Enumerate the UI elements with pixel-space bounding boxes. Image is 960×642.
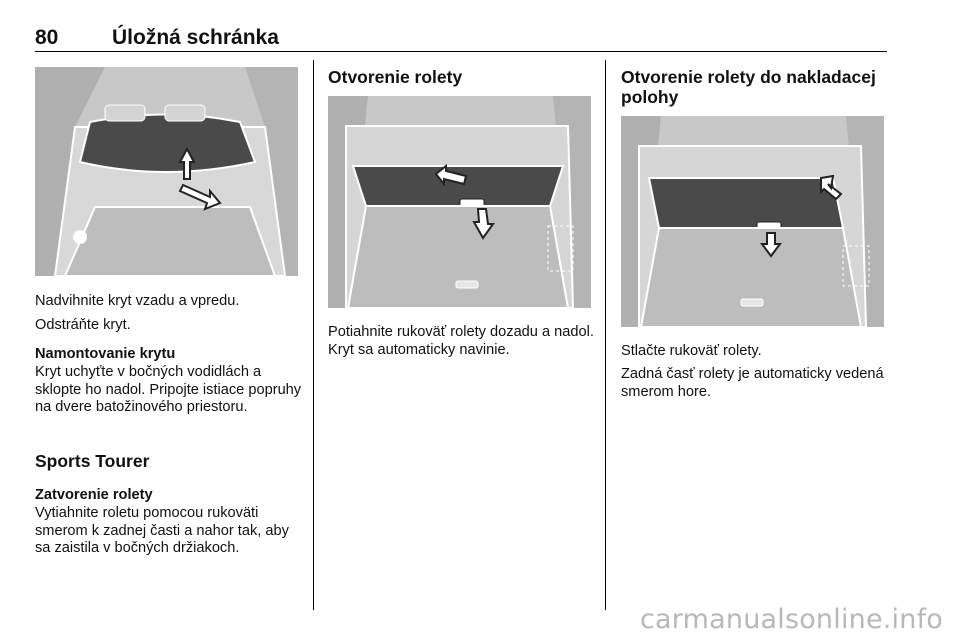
caption-remove-cover: Odstráňte kryt.	[35, 317, 131, 333]
column-divider	[313, 60, 314, 610]
subheading-mount-cover: Namontovanie krytu	[35, 346, 176, 362]
heading-open-blind-loading-position: Otvorenie rolety do nakladacej polohy	[621, 67, 876, 107]
subheading-close-blind: Zatvorenie rolety	[35, 487, 153, 503]
mount-cover-text: Kryt uchyťte v bočných vodidlách a sklopte ho nadol. Pripojte istiace popruhy na dvere batožinového priestoru.	[35, 364, 302, 415]
section-heading-sports-tourer: Sports Tourer	[35, 451, 150, 471]
close-blind-text: Vytiahnite roletu pomocou rukoväti smerom k zadnej časti a nahor tak, aby sa zaistila v bočných držiakoch.	[35, 505, 289, 556]
press-handle-text: Stlačte rukoväť rolety.	[621, 343, 762, 359]
heading-open-blind: Otvorenie rolety	[328, 67, 463, 87]
open-blind-illustration	[328, 96, 591, 308]
column-divider	[605, 60, 606, 610]
trunk-cover-removal-illustration	[35, 67, 298, 276]
loading-position-illustration	[621, 116, 884, 327]
watermark: carmanualsonline.info	[640, 604, 943, 635]
open-blind-text: Potiahnite rukoväť rolety dozadu a nadol. Kryt sa automaticky navinie.	[328, 324, 594, 358]
auto-guided-text: Zadná časť rolety je automaticky vedená smerom hore.	[621, 366, 884, 400]
page-number: 80	[35, 26, 59, 49]
caption-lift-cover: Nadvihnite kryt vzadu a vpredu.	[35, 293, 240, 309]
page-header	[35, 26, 887, 52]
header-rule	[35, 51, 887, 52]
page-title: Úložná schránka	[112, 26, 279, 49]
